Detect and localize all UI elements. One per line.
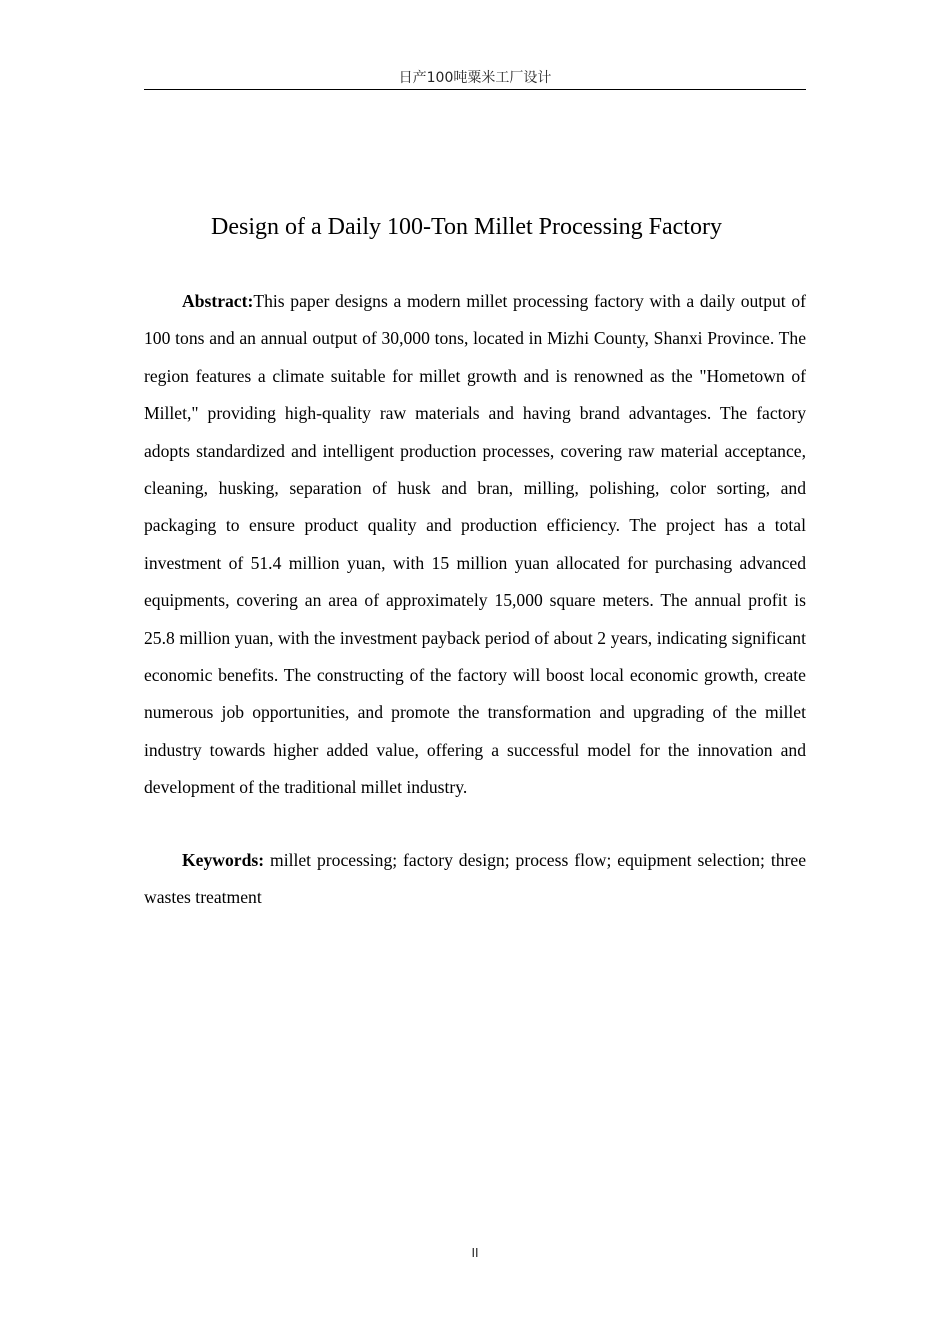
running-header <box>144 68 806 90</box>
abstract-paragraph <box>144 283 806 807</box>
abstract-text: This paper designs a modern millet processing factory with a daily output of 100 tons and an annual output of 30,000 tons, located in Mizhi County, Shanxi Province. The region features a climate suitable for millet growth and is renowned as the "Hometown of Millet," providing high-quality raw materials and having brand advantages. The factory adopts standardized and intelligent production processes, covering raw material acceptance, cleaning, husking, separation of husk and bran, milling, polishing, color sorting, and packaging to ensure product quality and production efficiency. The project has a total investment of 51.4 million yuan, with 15 million yuan allocated for purchasing advanced equipments, covering an area of approximately 15,000 square meters. The annual profit is 25.8 million yuan, with the investment payback period of about 2 years, indicating significant economic benefits. The constructing of the factory will boost local economic growth, create numerous job opportunities, and promote the transformation and upgrading of the millet industry towards higher added value, offering a successful model for the innovation and development of the traditional millet industry. <box>144 291 806 798</box>
keywords-paragraph <box>144 842 806 917</box>
keywords-text: millet processing; factory design; process flow; equipment selection; three wastes treatment <box>144 850 806 908</box>
document-title: Design of a Daily 100-Ton Millet Processing Factory <box>211 214 722 240</box>
keywords-label: Keywords: <box>182 850 265 870</box>
page-number: II <box>471 1246 479 1260</box>
running-header-text: 日产100吨粟米工厂设计 <box>398 70 552 86</box>
abstract-label: Abstract: <box>182 291 254 311</box>
